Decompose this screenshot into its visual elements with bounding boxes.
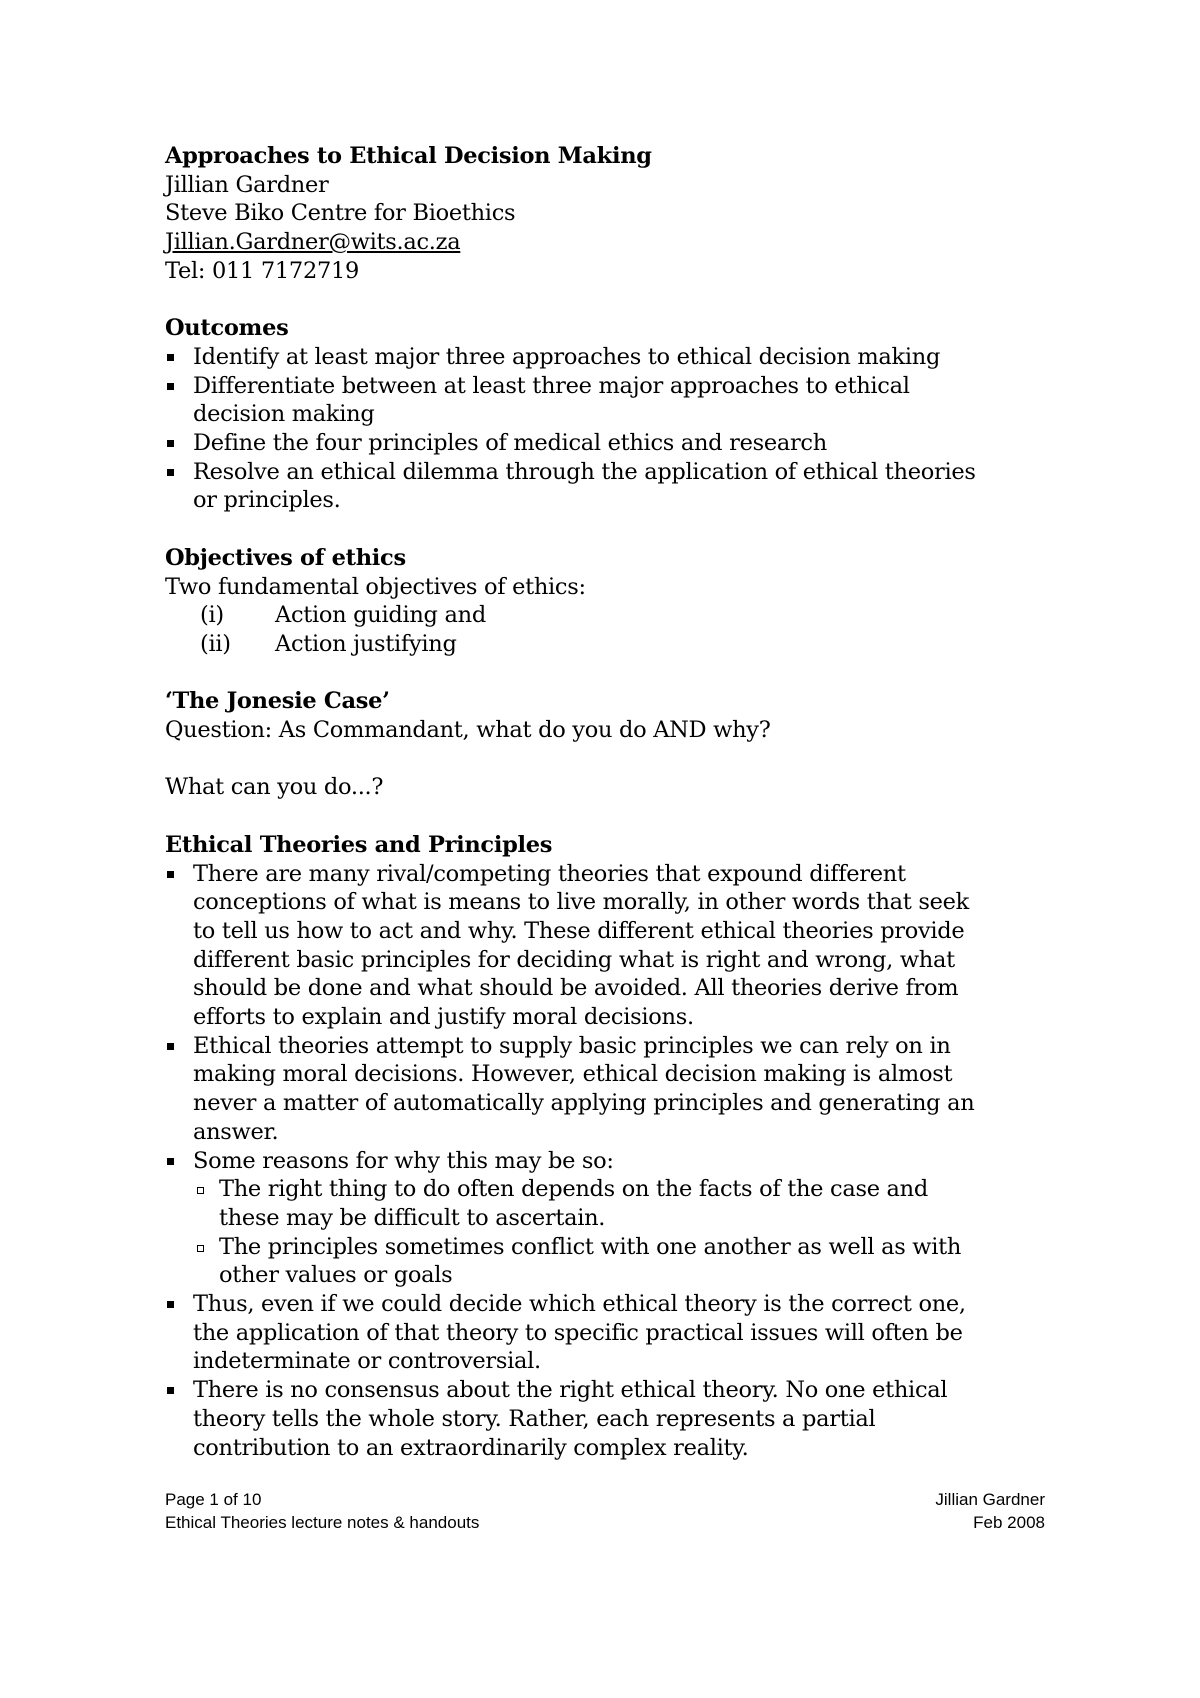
- list-text: Some reasons for why this may be so:: [193, 1147, 614, 1174]
- footer-doc-title: Ethical Theories lecture notes & handouts: [165, 1513, 480, 1532]
- list-item: There are many rival/competing theories that expound different conceptions of what is means to live morally, in other words that seek to tell us how to act and why. These different ethical theories provide different basic principles for deciding what is right and wrong, what should be done and what should be avoided. All theories derive from efforts to explain and justify moral decisions.: [165, 860, 1045, 1032]
- outcomes-list: [165, 343, 1045, 515]
- institution: Steve Biko Centre for Bioethics: [165, 200, 516, 227]
- list-item: Define the four principles of medical ethics and research: [165, 429, 1045, 458]
- list-item: [165, 1147, 1045, 1291]
- page-footer: [165, 1488, 1045, 1534]
- list-number: (ii): [200, 630, 231, 657]
- author-name: Jillian Gardner: [165, 171, 329, 198]
- list-item: Differentiate between at least three major approaches to ethical decision making: [165, 372, 1045, 429]
- page-number: Page 1 of 10: [165, 1490, 262, 1509]
- list-item: Resolve an ethical dilemma through the application of ethical theories or principles.: [165, 458, 1045, 515]
- list-item: Ethical theories attempt to supply basic principles we can rely on in making moral decisions. However, ethical decision making is almost never a matter of automatically applying principles and generating an answer.: [165, 1032, 1045, 1147]
- objectives-heading: Objectives of ethics: [165, 544, 406, 571]
- telephone: Tel: 011 7172719: [165, 257, 360, 284]
- document-body: [165, 142, 1045, 1462]
- outcomes-heading: Outcomes: [165, 315, 289, 342]
- sub-list-item: The right thing to do often depends on the facts of the case and these may be difficult to ascertain.: [193, 1175, 1045, 1232]
- list-item: Identify at least major three approaches to ethical decision making: [165, 343, 1045, 372]
- sub-list-item: The principles sometimes conflict with one another as well as with other values or goals: [193, 1233, 1045, 1290]
- list-item: [165, 601, 1045, 630]
- list-item: There is no consensus about the right ethical theory. No one ethical theory tells the whole story. Rather, each represents a partial contribution to an extraordinarily complex reality.: [165, 1376, 1045, 1462]
- email-link[interactable]: Jillian.Gardner@wits.ac.za: [165, 229, 461, 256]
- theories-list: [165, 860, 1045, 1463]
- case-prompt: What can you do...?: [165, 774, 384, 801]
- footer-author: Jillian Gardner: [935, 1490, 1045, 1509]
- list-item: [165, 630, 1045, 659]
- list-item: Thus, even if we could decide which ethical theory is the correct one, the application of that theory to specific practical issues will often be indeterminate or controversial.: [165, 1290, 1045, 1376]
- footer-date: Feb 2008: [973, 1513, 1045, 1532]
- document-title: Approaches to Ethical Decision Making: [165, 143, 652, 169]
- reasons-sublist: [193, 1175, 1045, 1290]
- list-text: Action guiding and: [275, 602, 486, 629]
- list-text: Action justifying: [275, 630, 457, 657]
- objectives-intro: Two fundamental objectives of ethics:: [165, 573, 586, 600]
- list-number: (i): [200, 602, 224, 629]
- case-heading: ‘The Jonesie Case’: [165, 688, 390, 715]
- objectives-list: [165, 601, 1045, 658]
- theories-heading: Ethical Theories and Principles: [165, 831, 553, 858]
- case-question: Question: As Commandant, what do you do AND why?: [165, 717, 771, 744]
